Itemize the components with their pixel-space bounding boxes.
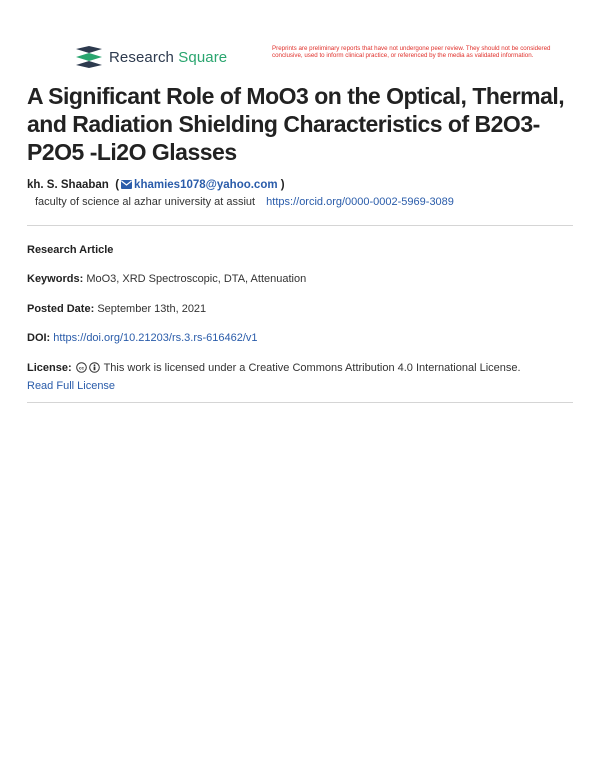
research-square-logo[interactable]: [75, 46, 227, 68]
svg-text:cc: cc: [78, 365, 84, 371]
article-type-line: [27, 244, 113, 256]
research-square-logo-icon: [75, 46, 103, 68]
posted-date-label: Posted Date:: [27, 303, 95, 315]
logo-word-research: Research: [109, 48, 174, 66]
paper-title: A Significant Role of MoO3 on the Optical, Thermal, and Radiation Shielding Characteristics of B2O3-P2O5 -Li2O Glasses: [27, 83, 565, 165]
author-email-link[interactable]: khamies1078@yahoo.com: [134, 179, 278, 191]
keywords-label: Keywords:: [27, 273, 84, 285]
posted-date-value: September 13th, 2021: [97, 303, 207, 315]
creative-commons-icon: [76, 362, 87, 373]
doi-label: DOI:: [27, 332, 51, 344]
license-text: This work is licensed under a Creative Commons Attribution 4.0 International License.: [103, 362, 521, 374]
preprint-disclaimer: Preprints are preliminary reports that have not undergone peer review. They should not be considered conclusive, used to inform clinical practice, or referenced by the media as validated information.: [272, 45, 551, 59]
logo-word-square: Square: [178, 48, 228, 66]
license-line: [27, 362, 521, 374]
read-full-license-link[interactable]: Read Full License: [27, 380, 116, 392]
author-line: [27, 179, 285, 191]
posted-date-line: [27, 303, 206, 315]
keywords-value: MoO3, XRD Spectroscopic, DTA, Attenuation: [86, 273, 307, 285]
doi-line: [27, 332, 258, 344]
envelope-icon: [121, 180, 132, 189]
affiliation: faculty of science al azhar university at assiut: [35, 196, 256, 208]
license-label: License:: [27, 362, 72, 374]
logo-text: [109, 49, 227, 66]
doi-link[interactable]: https://doi.org/10.21203/rs.3.rs-616462/v1: [53, 332, 258, 344]
divider-top: [27, 225, 573, 226]
author-name: kh. S. Shaaban: [27, 179, 109, 191]
article-type: Research Article: [27, 244, 114, 256]
divider-bottom: [27, 402, 573, 403]
attribution-icon: [89, 362, 100, 373]
keywords-line: [27, 273, 306, 285]
read-full-license-line: [27, 380, 115, 392]
affiliation-line: [35, 196, 454, 208]
orcid-link[interactable]: https://orcid.org/0000-0002-5969-3089: [266, 196, 454, 208]
close-paren: ): [280, 179, 285, 191]
open-paren: (: [115, 179, 120, 191]
